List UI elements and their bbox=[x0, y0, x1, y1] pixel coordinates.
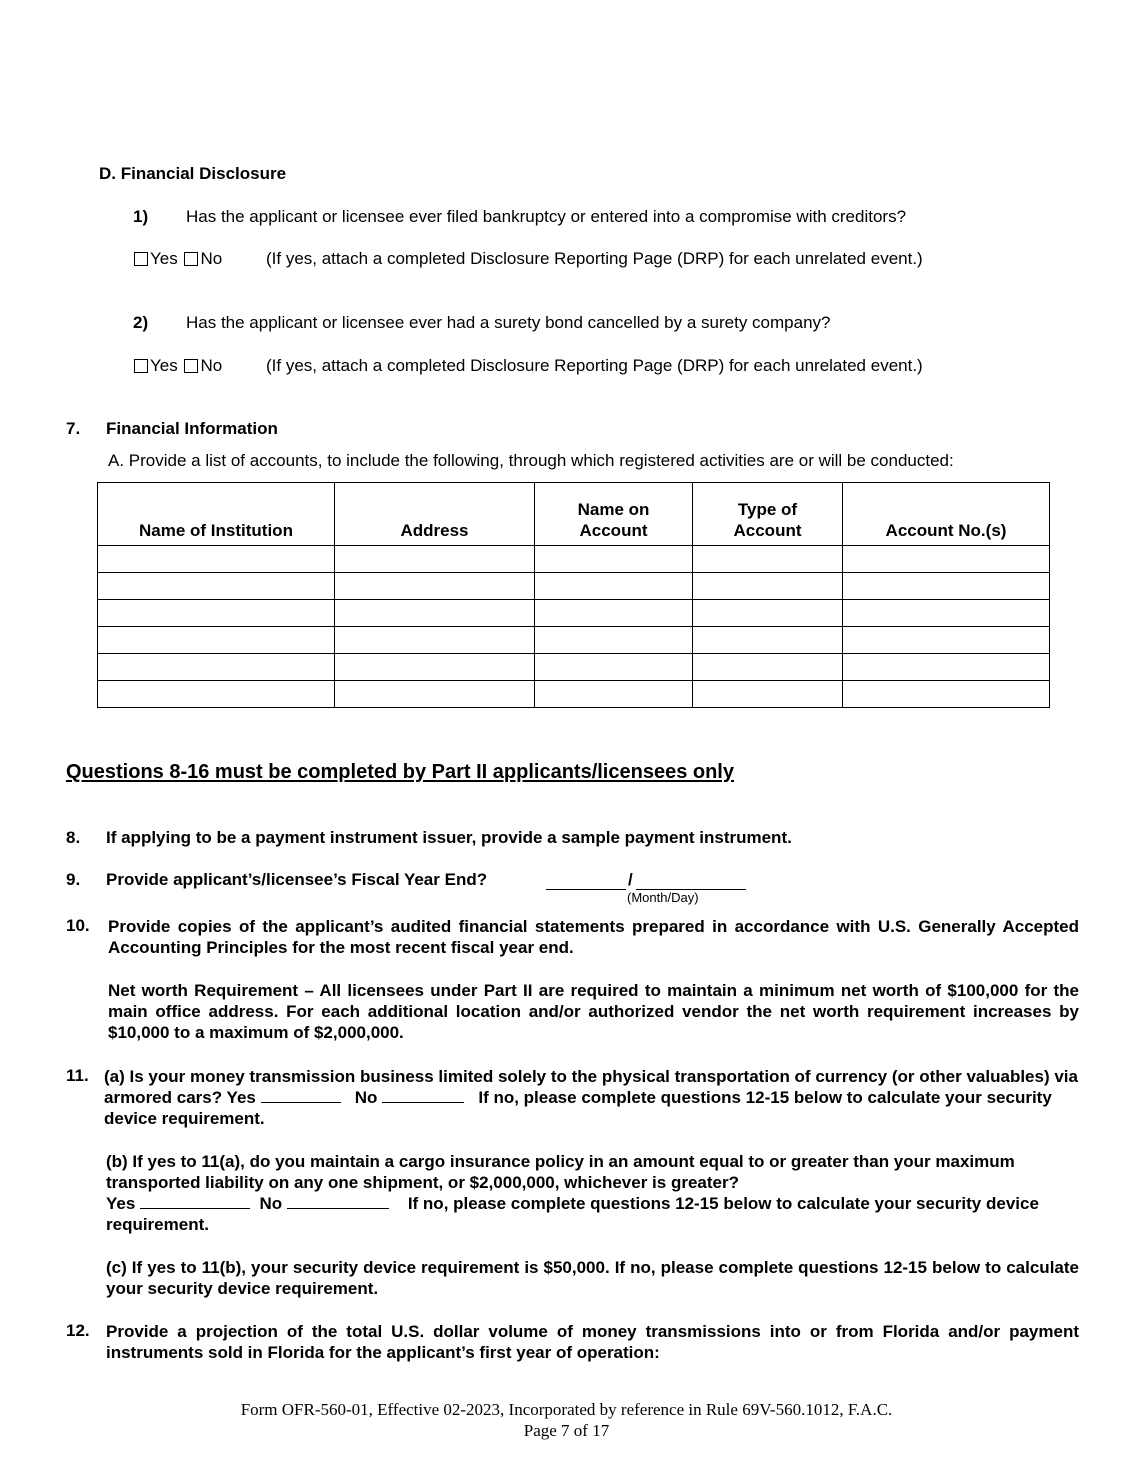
table-cell[interactable] bbox=[98, 627, 335, 654]
q11a-no-blank[interactable] bbox=[382, 1088, 464, 1103]
question-11-number: 11. bbox=[66, 1066, 89, 1085]
question-10-text: Provide copies of the applicant’s audited financial statements prepared in accordance with U.S. Generally Accepted Accounting Principles for the most recent fiscal year end. bbox=[108, 917, 1079, 957]
table-cell[interactable] bbox=[535, 681, 693, 708]
d2-no-label: No bbox=[200, 356, 223, 375]
table-row bbox=[98, 600, 1050, 627]
question-11b-no-label: No bbox=[259, 1194, 283, 1213]
table-row bbox=[98, 654, 1050, 681]
table-cell[interactable] bbox=[98, 681, 335, 708]
question-d2-number: 2) bbox=[133, 313, 149, 332]
d1-yes-label: Yes bbox=[150, 249, 178, 268]
table-cell[interactable] bbox=[693, 654, 843, 681]
question-d2-note: (If yes, attach a completed Disclosure Reporting Page (DRP) for each unrelated event.) bbox=[266, 356, 923, 375]
d1-yes-checkbox[interactable] bbox=[134, 252, 148, 266]
question-d2-options bbox=[134, 356, 222, 376]
fiscal-day-field[interactable] bbox=[636, 872, 746, 890]
table-row bbox=[98, 573, 1050, 600]
d1-no-label: No bbox=[200, 249, 223, 268]
question-d1-text: Has the applicant or licensee ever filed bankruptcy or entered into a compromise with creditors? bbox=[186, 207, 907, 226]
section-7-heading: Financial Information bbox=[106, 419, 278, 438]
table-cell[interactable] bbox=[693, 681, 843, 708]
table-cell[interactable] bbox=[98, 546, 335, 573]
question-d1-number: 1) bbox=[133, 207, 149, 226]
question-11a-no-label: No bbox=[354, 1088, 378, 1107]
table-cell[interactable] bbox=[98, 600, 335, 627]
question-d1-note: (If yes, attach a completed Disclosure Reporting Page (DRP) for each unrelated event.) bbox=[266, 249, 923, 268]
table-cell[interactable] bbox=[335, 627, 535, 654]
question-8-number: 8. bbox=[66, 828, 81, 847]
table-cell[interactable] bbox=[693, 546, 843, 573]
question-11b bbox=[106, 1151, 1079, 1235]
table-cell[interactable] bbox=[843, 681, 1050, 708]
table-row bbox=[98, 546, 1050, 573]
q11b-no-blank[interactable] bbox=[287, 1194, 389, 1209]
table-cell[interactable] bbox=[693, 627, 843, 654]
header-name-on-account: Name on Account bbox=[535, 483, 693, 546]
question-9-text: Provide applicant’s/licensee’s Fiscal Year End? bbox=[106, 870, 488, 889]
table-cell[interactable] bbox=[535, 654, 693, 681]
table-cell[interactable] bbox=[535, 573, 693, 600]
question-8-text: If applying to be a payment instrument issuer, provide a sample payment instrument. bbox=[106, 828, 792, 847]
question-11a-tail: If no, please complete questions 12-15 below to calculate your security device requirement. bbox=[104, 1088, 1052, 1128]
question-11a-text: (a) Is your money transmission business limited solely to the physical transportation of currency (or other valuables) via armored cars? bbox=[104, 1067, 1078, 1107]
question-d1-options bbox=[134, 249, 222, 269]
question-11a bbox=[104, 1066, 1079, 1129]
q11b-yes-blank[interactable] bbox=[140, 1194, 250, 1209]
table-cell[interactable] bbox=[335, 573, 535, 600]
accounts-table-header bbox=[98, 483, 1050, 546]
question-10-number: 10. bbox=[66, 916, 90, 935]
section-7-item-a: A. Provide a list of accounts, to include the following, through which registered activities are or will be conducted: bbox=[108, 451, 954, 470]
table-cell[interactable] bbox=[98, 654, 335, 681]
table-cell[interactable] bbox=[693, 600, 843, 627]
question-12-text: Provide a projection of the total U.S. dollar volume of money transmissions into or from Florida and/or payment instruments sold in Florida for the applicant’s first year of operation: bbox=[106, 1322, 1079, 1362]
net-worth-requirement: Net worth Requirement – All licensees under Part II are required to maintain a minimum net worth of $100,000 for the main office address. For each additional location and/or authorized vendor the net worth requirement increases by $10,000 to a maximum of $2,000,000. bbox=[108, 981, 1079, 1042]
d1-no-checkbox[interactable] bbox=[184, 252, 198, 266]
table-cell[interactable] bbox=[843, 573, 1050, 600]
header-name-of-institution: Name of Institution bbox=[98, 483, 335, 546]
question-11b-text: (b) If yes to 11(a), do you maintain a cargo insurance policy in an amount equal to or greater than your maximum transported liability on any one shipment, or $2,000,000, whichever is greater? bbox=[106, 1152, 1015, 1192]
header-account-numbers: Account No.(s) bbox=[843, 483, 1050, 546]
accounts-table bbox=[97, 482, 1050, 708]
header-type-of-account: Type of Account bbox=[693, 483, 843, 546]
fiscal-date-hint: (Month/Day) bbox=[627, 890, 699, 905]
footer-form-reference: Form OFR-560-01, Effective 02-2023, Incorporated by reference in Rule 69V-560.1012, F.A.C. bbox=[240, 1400, 893, 1419]
table-cell[interactable] bbox=[843, 654, 1050, 681]
table-cell[interactable] bbox=[335, 546, 535, 573]
section-d-heading: D. Financial Disclosure bbox=[99, 164, 287, 183]
fiscal-month-field[interactable] bbox=[546, 872, 626, 890]
question-11b-tail: If no, please complete questions 12-15 below to calculate your security device requirement. bbox=[106, 1194, 1039, 1234]
d2-yes-label: Yes bbox=[150, 356, 178, 375]
header-address: Address bbox=[335, 483, 535, 546]
table-cell[interactable] bbox=[843, 600, 1050, 627]
table-cell[interactable] bbox=[98, 573, 335, 600]
table-row bbox=[98, 681, 1050, 708]
section-7-number: 7. bbox=[66, 419, 81, 438]
table-cell[interactable] bbox=[843, 546, 1050, 573]
fiscal-date-separator: / bbox=[628, 870, 633, 889]
table-row bbox=[98, 627, 1050, 654]
question-11a-yes-label: Yes bbox=[226, 1088, 256, 1107]
question-11b-yes-label: Yes bbox=[106, 1194, 136, 1213]
table-cell[interactable] bbox=[535, 600, 693, 627]
table-cell[interactable] bbox=[535, 627, 693, 654]
d2-yes-checkbox[interactable] bbox=[134, 359, 148, 373]
q11a-yes-blank[interactable] bbox=[261, 1088, 341, 1103]
table-cell[interactable] bbox=[535, 546, 693, 573]
question-11c-text: (c) If yes to 11(b), your security device requirement is $50,000. If no, please complete questions 12-15 below to calculate your security device requirement. bbox=[106, 1258, 1079, 1298]
table-cell[interactable] bbox=[335, 654, 535, 681]
table-cell[interactable] bbox=[843, 627, 1050, 654]
table-cell[interactable] bbox=[335, 681, 535, 708]
d2-no-checkbox[interactable] bbox=[184, 359, 198, 373]
table-cell[interactable] bbox=[335, 600, 535, 627]
question-d2-text: Has the applicant or licensee ever had a surety bond cancelled by a surety company? bbox=[186, 313, 831, 332]
part-ii-heading: Questions 8-16 must be completed by Part II applicants/licensees only bbox=[66, 761, 734, 783]
footer-page-number: Page 7 of 17 bbox=[523, 1421, 610, 1440]
question-9-number: 9. bbox=[66, 870, 81, 889]
table-cell[interactable] bbox=[693, 573, 843, 600]
question-12-number: 12. bbox=[66, 1321, 90, 1340]
